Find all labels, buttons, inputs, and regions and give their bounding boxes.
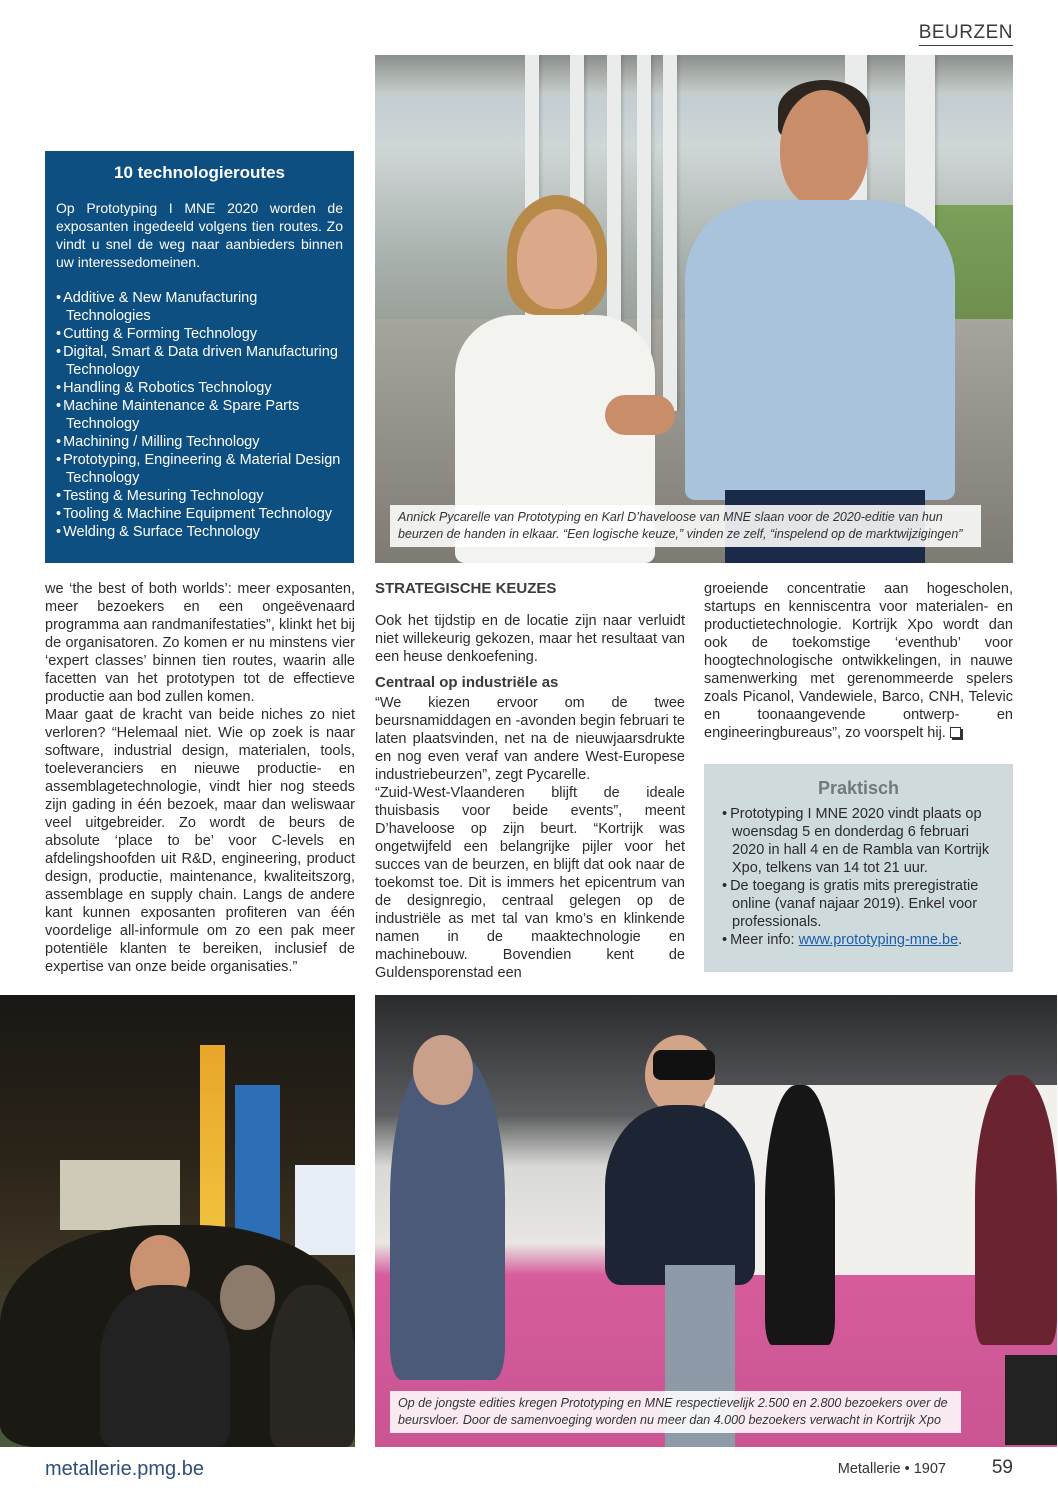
- paragraph: Maar gaat de kracht van beide niches zo niet verloren? “Helemaal niet. Wie op zoek is naar software, industrial design, materialen, tools, toeleveranciers en nieuwe productie- en assemblagetechnologie, vindt hier nog steeds zijn gading in één bezoek, maar dan weliswaar veel uitgebreider. Zo wordt de beurs de absolute ‘place to be’ voor C-levels en afdelingshoofden uit R&D, engineering, product design, productie, maintenance, kwaliteitszorg, assemblage en supply chain. Langs de andere kant kunnen exposanten profiteren van één voordelige all-informule om zo een pak meer potentiële klanten te bereiken, inclusief de expertise van onze beide organisaties.”: [45, 707, 355, 975]
- paragraph: “Zuid-West-Vlaanderen blijft de ideale thuisbasis voor beide events”, meent D’haveloose op zijn beurt. “Kortrijk was ongetwijfeld een belangrijke pijler voor het succes van de beurzen, en blijft dat ook naar de toekomst toe. Dit is immers het epicentrum van de designregio, centraal gelegen op de industriële as met tal van kmo’s en klinkende namen in de maaktechnologie en machinebouw. Bovendien kent de Guldensporenstad een: [375, 785, 685, 981]
- tech-routes-list: [56, 289, 343, 541]
- list-item: • Prototyping I MNE 2020 vindt plaats op woensdag 5 en donderdag 6 februari 2020 in hall 4 en de Rambla van Kortrijk Xpo, telkens van 14 tot 21 uur.: [714, 805, 1003, 877]
- section-tag: BEURZEN: [919, 22, 1013, 46]
- photo-caption-bottom: Op de jongste edities kregen Prototyping en MNE respectievelijk 2.500 en 2.800 bezoekers over de beursvloer. Door de samenvoeging worden nu meer dan 4.000 bezoekers verwacht in Kortrijk Xpo: [390, 1391, 961, 1433]
- list-item: • Handling & Robotics Technology: [56, 379, 343, 397]
- paragraph: “We kiezen ervoor om de twee beursnamiddagen en -avonden begin februari te laten plaatsvinden, net na de nieuwjaarsdrukte en nog even veraf van andere West-Europese industriebeurzen”, zegt Pycarelle.: [375, 695, 685, 783]
- photo-vr-demo: [375, 995, 1057, 1447]
- paragraph: groeiende concentratie aan hogescholen, startups en kenniscentra voor materialen- en productietechnologie. Kortrijk Xpo wordt dan ook de toekomstige ‘eventhub’ voor hoogtechnologische ontwikkelingen, in nauwe samenwerking met gerenommeerde spelers zoals Picanol, Vandewiele, Barco, CNH, Televic en toonaangevende ontwerp- en engineeringbureaus”, zo voorspelt hij.: [704, 581, 1013, 741]
- man-figure: [675, 80, 955, 563]
- list-item: • Welding & Surface Technology: [56, 523, 343, 541]
- photo-caption-top: Annick Pycarelle van Prototyping en Karl D’haveloose van MNE slaan voor de 2020-editie van hun beurzen de handen in elkaar. “Een logische keuze,” vinden ze zelf, “inspelend op de marktwijzigingen”: [390, 505, 981, 547]
- article-column-1: [45, 580, 355, 976]
- page-number: 59: [991, 1457, 1013, 1478]
- paragraph: Ook het tijdstip en de locatie zijn naar verluidt niet willekeurig gekozen, maar het resultaat van een heuse denkoefening.: [375, 613, 685, 665]
- website-link[interactable]: www.prototyping-mne.be: [798, 932, 959, 948]
- footer-publication: Metallerie • 1907: [837, 1461, 946, 1477]
- subheading: Centraal op industriële as: [375, 674, 559, 691]
- list-item: • Machining / Milling Technology: [56, 433, 343, 451]
- technology-routes-box: [45, 151, 354, 563]
- list-item: • Machine Maintenance & Spare Parts Technology: [56, 397, 343, 433]
- practical-title: Praktisch: [817, 778, 900, 798]
- paragraph: we ‘the best of both worlds’: meer exposanten, meer bezoekers en een ongeëvenaard programma aan randmanifestaties”, klinkt het bij de organisatoren. Zo komen er nu minstens vier ‘expert classes’ binnen tien routes, waarin alle facetten van het prototypen tot de effectieve productie aan bod zullen komen.: [45, 581, 355, 705]
- article-column-2: [375, 580, 685, 982]
- list-item: • Additive & New Manufacturing Technologies: [56, 289, 343, 325]
- practical-list: [714, 805, 1003, 949]
- end-of-article-icon: [950, 727, 961, 738]
- list-item: • Tooling & Machine Equipment Technology: [56, 505, 343, 523]
- list-item: • Prototyping, Engineering & Material Design Technology: [56, 451, 343, 487]
- photo-handshake: [375, 55, 1013, 563]
- article-column-3: [704, 580, 1013, 742]
- photo-fair-crowd: [0, 995, 355, 1447]
- section-heading: STRATEGISCHE KEUZES: [375, 580, 557, 597]
- tech-box-intro: Op Prototyping I MNE 2020 worden de exposanten ingedeeld volgens tien routes. Zo vindt u snel de weg naar aanbieders binnen uw interessedomeinen.: [56, 200, 343, 270]
- practical-info-box: [704, 764, 1013, 972]
- tech-box-title: 10 technologieroutes: [114, 163, 285, 182]
- list-item: • Testing & Mesuring Technology: [56, 487, 343, 505]
- list-item: • Meer info: www.prototyping-mne.be.: [714, 931, 1003, 949]
- footer-website[interactable]: metallerie.pmg.be: [45, 1458, 204, 1480]
- list-item: • Digital, Smart & Data driven Manufacturing Technology: [56, 343, 343, 379]
- list-item: • De toegang is gratis mits preregistratie online (vanaf najaar 2019). Enkel voor professionals.: [714, 877, 1003, 931]
- list-item: • Cutting & Forming Technology: [56, 325, 343, 343]
